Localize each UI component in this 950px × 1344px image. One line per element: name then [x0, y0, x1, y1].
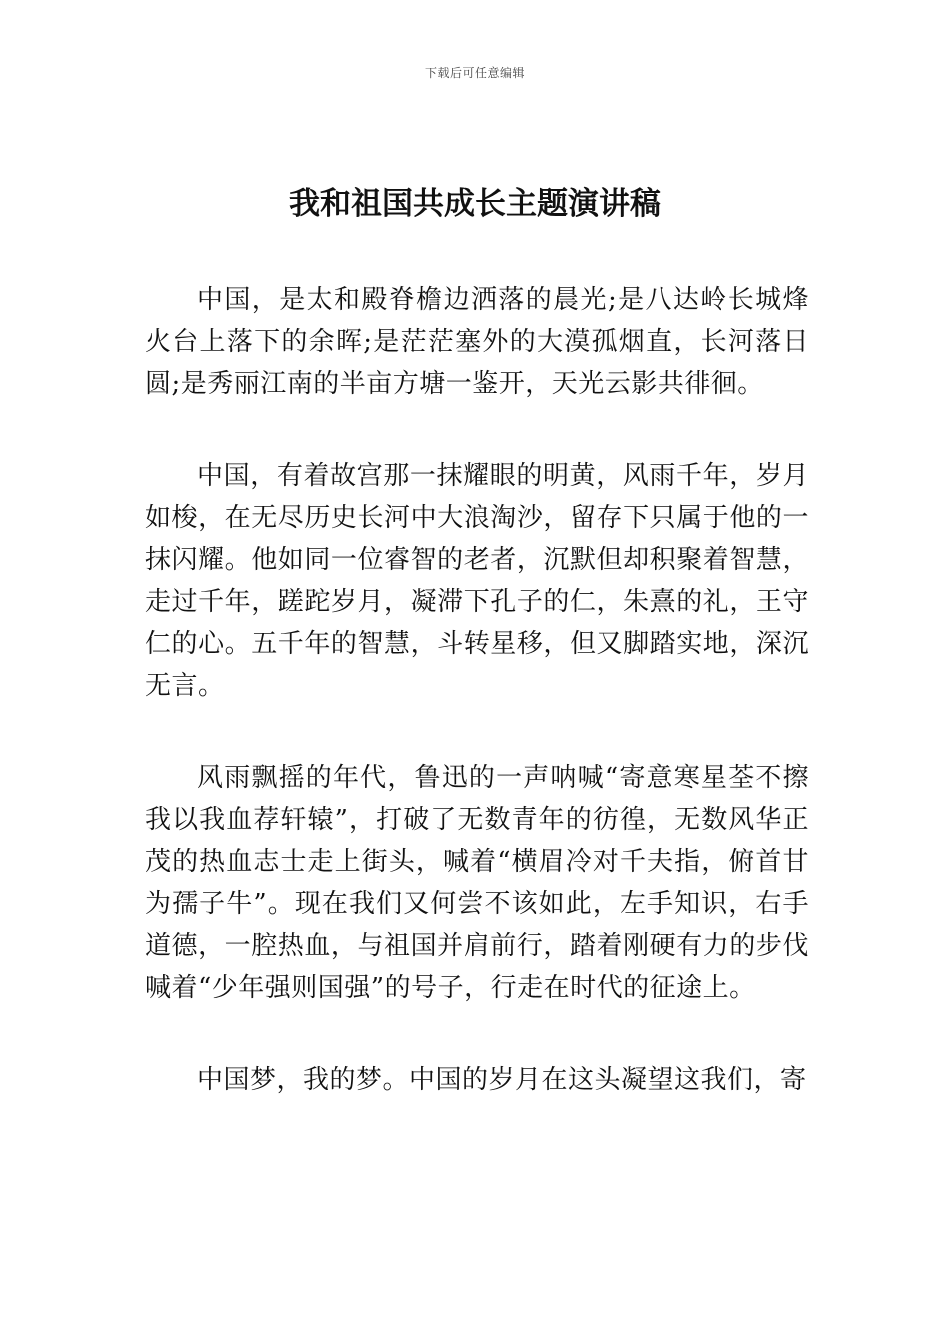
- document-body: [145, 279, 809, 1151]
- paragraph-1: 中国，是太和殿脊檐边洒落的晨光;是八达岭长城烽火台上落下的余晖;是茫茫塞外的大漠孤烟直，长河落日圆;是秀丽江南的半亩方塘一鉴开，天光云影共徘徊。: [145, 285, 809, 399]
- paragraph-3: 风雨飘摇的年代，鲁迅的一声呐喊“寄意寒星荃不擦我以我血荐轩辕”，打破了无数青年的彷徨，无数风华正茂的热血志士走上街头，喊着“横眉冷对千夫指，俯首甘为孺子牛”。现在我们又何尝不该如此，左手知识，右手道德，一腔热血，与祖国并肩前行，踏着刚硬有力的步伐喊着“少年强则国强”的号子，行走在时代的征途上。: [145, 763, 809, 1003]
- paragraph-2: 中国，有着故宫那一抹耀眼的明黄，风雨千年，岁月如梭，在无尽历史长河中大浪淘沙，留存下只属于他的一抹闪耀。他如同一位睿智的老者，沉默但却积聚着智慧，走过千年，蹉跎岁月，凝滞下孔子的仁，朱熹的礼，王守仁的心。五千年的智慧，斗转星移，但又脚踏实地，深沉无言。: [145, 461, 809, 701]
- document-title: 我和祖国共成长主题演讲稿: [289, 186, 661, 222]
- header-note: 下载后可任意编辑: [424, 66, 525, 80]
- paragraph-4: 中国梦，我的梦。中国的岁月在这头凝望这我们，寄: [197, 1065, 807, 1095]
